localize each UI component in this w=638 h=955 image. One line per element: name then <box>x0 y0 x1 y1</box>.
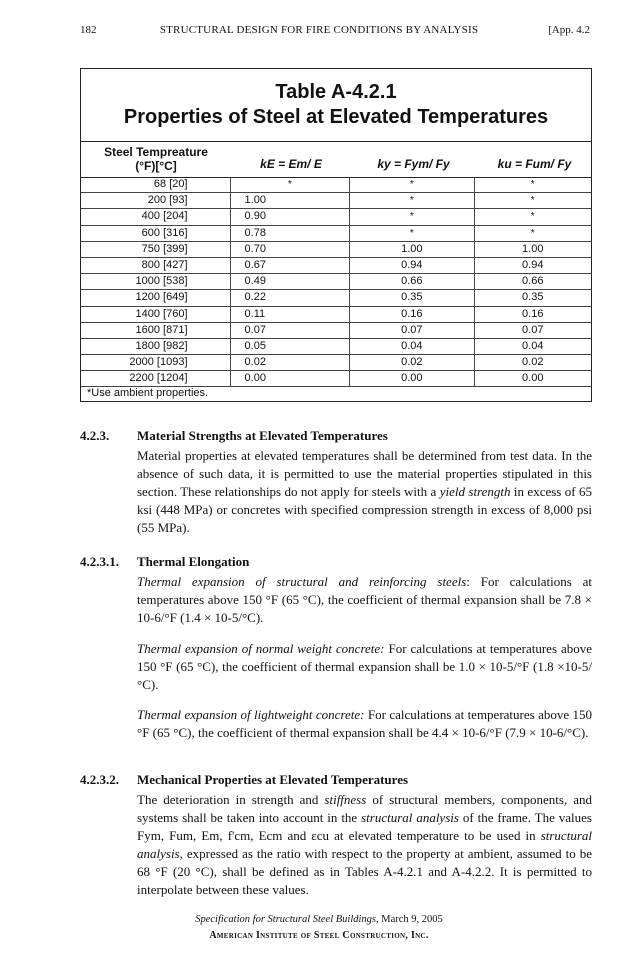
footer-publisher: American Institute of Steel Construction, Inc. <box>209 930 429 941</box>
text: Material properties at elevated temperatures shall be determined from test data. In the absence of such data, it is permitted to use the material properties stipulated in this section. These relationships do not apply for steels with a <box>137 448 592 499</box>
table-row <box>81 290 591 306</box>
section-number-4-2-3-2: 4.2.3.2. <box>80 772 119 787</box>
table-cell: 600 [316] <box>81 226 231 241</box>
table-cell: 0.02 <box>231 355 351 370</box>
table-cell: * <box>350 193 474 208</box>
table-row <box>81 355 591 371</box>
table-cell: 0.66 <box>350 274 474 289</box>
column-header-ky: ky = Fym/ Fy <box>377 157 450 171</box>
table-cell: 0.22 <box>231 290 351 305</box>
table-cell: 0.94 <box>350 258 474 273</box>
text: of the frame. The values Fym, Fum, Em, f'cm, Ecm and εcu at elevated temperature to be used in <box>137 810 592 843</box>
table-row <box>81 307 591 323</box>
paragraph-lightweight-concrete-expansion <box>137 706 592 742</box>
table-row <box>81 193 591 209</box>
column-header-temperature <box>81 145 231 181</box>
table-cell: 1.00 <box>522 242 544 255</box>
page-number: 182 <box>80 24 97 36</box>
column-header-temperature-line2: (°F)[°C] <box>135 159 177 173</box>
footer-spec-date: March 9, 2005 <box>378 914 443 925</box>
text: For calculations at temperatures above 150 °F (65 °C), the coefficient of thermal expansion shall be 4.4 × 10-6/°F (7.9 × 10-6/°C). <box>137 707 593 740</box>
column-header-ku: ku = Fum/ Fy <box>497 157 572 171</box>
table-subtitle: Properties of Steel at Elevated Temperatures <box>123 106 549 128</box>
table-cell: * <box>530 227 535 239</box>
table-cell: * <box>350 226 474 241</box>
text: in excess of 65 ksi (448 MPa) or concretes with specified compression strength in excess of 8,000 psi (55 MPa). <box>137 484 592 535</box>
table-cell: 1400 [760] <box>81 307 231 322</box>
term-structural-analysis: structural analysis <box>137 828 592 861</box>
table-cell: 0.78 <box>231 226 351 241</box>
table-cell: 0.00 <box>350 371 474 386</box>
table-row <box>81 274 591 290</box>
footer-spec-title: Specification for Structural Steel Buildings, <box>195 914 379 925</box>
table-body <box>81 177 591 387</box>
table-cell: * <box>231 177 350 192</box>
paragraph-material-strengths <box>137 447 592 537</box>
table-cell: 0.35 <box>522 291 544 304</box>
term-normal-concrete: Thermal expansion of normal weight concrete: <box>137 641 385 656</box>
table-cell: 0.07 <box>231 323 351 338</box>
table-cell: 1000 [538] <box>81 274 231 289</box>
section-number-4-2-3: 4.2.3. <box>80 428 110 443</box>
table-cell: 0.67 <box>231 258 351 273</box>
running-title: STRUCTURAL DESIGN FOR FIRE CONDITIONS BY ANALYSIS <box>159 24 479 36</box>
section-title-4-2-3: Material Strengths at Elevated Temperatures <box>137 428 388 443</box>
steel-properties-table <box>80 68 592 402</box>
term-lightweight-concrete: Thermal expansion of lightweight concrete: <box>137 707 365 722</box>
appendix-reference: [App. 4.2 <box>548 24 590 36</box>
column-header-ke: kE = Em/ E <box>260 157 322 171</box>
term-stiffness: stiffness <box>324 792 367 807</box>
table-cell: * <box>530 179 535 190</box>
text: : For calculations at temperatures above 150 °F (65 °C), the coefficient of thermal expansion shall be 7.8 × 10-6/°F (1.4 × 10-5/°C). <box>137 574 592 625</box>
paragraph-mechanical-properties <box>137 791 592 899</box>
table-cell: 0.90 <box>231 209 351 224</box>
table-cell: 0.49 <box>231 274 351 289</box>
table-cell: 2000 [1093] <box>81 355 231 370</box>
table-cell: 0.04 <box>522 339 544 352</box>
table-cell: 0.00 <box>522 372 544 385</box>
table-row <box>81 242 591 258</box>
table-cell: 800 [427] <box>81 258 231 273</box>
paragraph-steel-expansion <box>137 573 592 627</box>
table-footnote: *Use ambient properties. <box>87 387 209 399</box>
paragraph-normal-concrete-expansion <box>137 640 592 694</box>
table-cell: 0.16 <box>350 307 474 322</box>
table-cell: 0.94 <box>522 258 544 271</box>
table-cell: 0.35 <box>350 290 474 305</box>
table-cell: 0.05 <box>231 339 351 354</box>
table-row <box>81 177 591 193</box>
table-row <box>81 209 591 225</box>
table-row <box>81 226 591 242</box>
text: The deterioration in strength and <box>137 792 325 807</box>
section-number-4-2-3-1: 4.2.3.1. <box>80 554 119 569</box>
table-cell: 400 [204] <box>81 209 231 224</box>
section-title-4-2-3-2: Mechanical Properties at Elevated Temperatures <box>137 772 409 787</box>
table-cell: 1.00 <box>231 193 351 208</box>
table-cell: 0.07 <box>350 323 474 338</box>
table-row <box>81 258 591 274</box>
term-steel-expansion: Thermal expansion of structural and reinforcing steels <box>137 574 467 589</box>
table-rule <box>81 141 591 142</box>
table-cell: 0.70 <box>231 242 351 257</box>
section-title-4-2-3-1: Thermal Elongation <box>137 554 250 569</box>
table-cell: * <box>350 177 474 192</box>
table-cell: 1200 [649] <box>81 290 231 305</box>
term-structural-analysis: structural analysis <box>361 810 459 825</box>
text: of structural members, components, and systems shall be taken into account in the <box>137 792 592 825</box>
table-cell: 0.02 <box>350 355 474 370</box>
text: , expressed as the ratio with respect to the property at ambient, assumed to be 68 °F (20 °C), shall be defined as in Tables A-4.2.1 and A-4.2.2. It is permitted to interpolate between these values. <box>137 846 592 897</box>
table-cell: 68 [20] <box>81 177 231 192</box>
table-row <box>81 323 591 339</box>
table-cell: * <box>350 209 474 224</box>
text: For calculations at temperatures above 150 °F (65 °C), the coefficient of thermal expansion shall be 1.0 × 10-5/°F (1.8 ×10-5/°C). <box>137 641 592 692</box>
table-title: Table A-4.2.1 <box>275 81 397 103</box>
table-cell: 0.11 <box>231 307 351 322</box>
table-cell: * <box>530 211 535 223</box>
table-cell: 1800 [982] <box>81 339 231 354</box>
table-cell: 1.00 <box>350 242 474 257</box>
footer-spec-line <box>0 914 638 925</box>
table-row <box>81 371 591 387</box>
table-cell: 750 [399] <box>81 242 231 257</box>
table-cell: 0.16 <box>522 307 544 320</box>
table-cell: 0.04 <box>350 339 474 354</box>
table-cell: 0.02 <box>522 356 544 369</box>
table-row <box>81 339 591 355</box>
table-cell: 0.66 <box>522 275 544 288</box>
table-cell: 0.00 <box>231 371 351 386</box>
column-header-temperature-line1: Steel Tempreature <box>104 145 208 159</box>
term-yield-strength: yield strength <box>439 484 511 499</box>
table-cell: 0.07 <box>522 323 544 336</box>
table-cell: 2200 [1204] <box>81 371 231 386</box>
table-cell: 1600 [871] <box>81 323 231 338</box>
table-cell: 200 [93] <box>81 193 231 208</box>
table-cell: * <box>530 195 535 207</box>
